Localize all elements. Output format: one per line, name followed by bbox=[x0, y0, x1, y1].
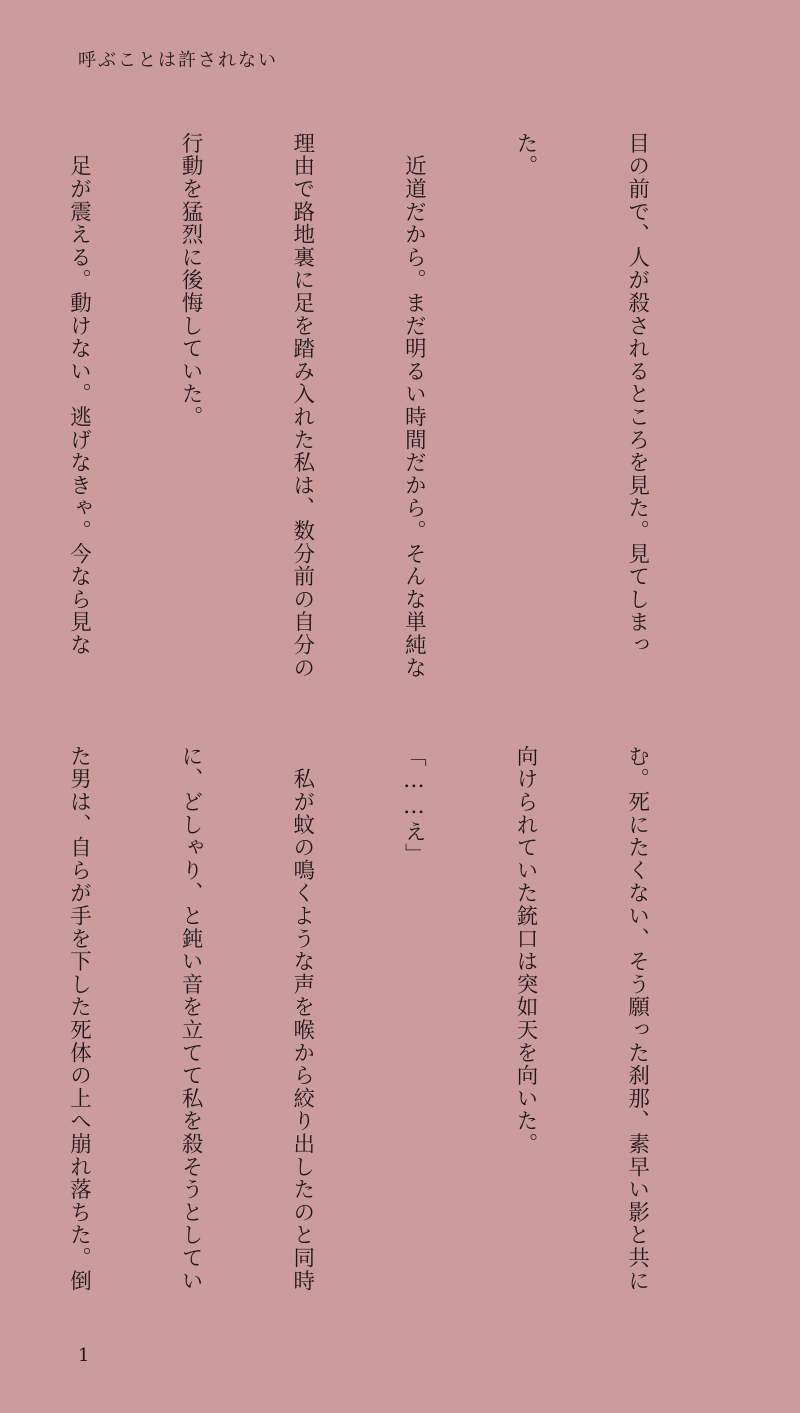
text-column: む。死にたくない、そう願った刹那、素早い影と共に bbox=[624, 745, 650, 1293]
text-block-upper bbox=[0, 132, 730, 692]
text-column: 近道だから。まだ明るい時間だから。そんな単純な bbox=[401, 132, 427, 680]
text-column: 目の前で、人が殺されるところを見た。見てしまっ bbox=[624, 132, 650, 657]
text-column: 行動を猛烈に後悔していた。 bbox=[178, 132, 204, 429]
text-column: 足が震える。動けない。逃げなきゃ。今なら見な bbox=[66, 132, 92, 657]
text-column: 理由で路地裏に足を踏み入れた私は、数分前の自分の bbox=[289, 132, 315, 680]
text-column: に、どしゃり、と鈍い音を立てて私を殺そうとしてい bbox=[178, 745, 204, 1293]
text-column: 私が蚊の鳴くような声を喉から絞り出したのと同時 bbox=[289, 745, 315, 1293]
text-column: た。 bbox=[512, 132, 538, 178]
page-number: 1 bbox=[78, 1345, 90, 1366]
text-column: た男は、自らが手を下した死体の上へ崩れ落ちた。倒 bbox=[66, 745, 92, 1293]
running-title: 呼ぶことは許されない bbox=[78, 50, 278, 71]
text-column: 向けられていた銃口は突如天を向いた。 bbox=[512, 745, 538, 1156]
text-block-lower bbox=[0, 745, 730, 1305]
text-column: 「……え」 bbox=[401, 745, 427, 866]
